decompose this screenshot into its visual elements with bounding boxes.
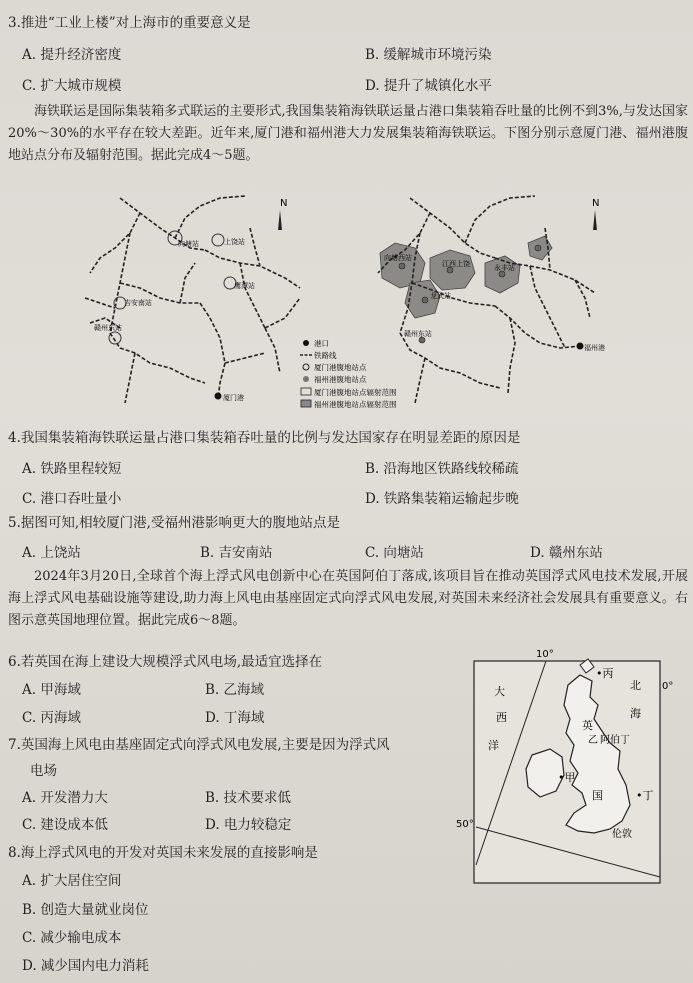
map-fuzhou-hinterland bbox=[370, 188, 610, 420]
q4-option-c: C. 港口吞吐量小 bbox=[22, 491, 122, 507]
q8-option-d: D. 减少国内电力消耗 bbox=[22, 958, 149, 974]
q3-option-c: C. 扩大城市规模 bbox=[22, 78, 122, 94]
q5-stem: 5.据图可知,相较厦门港,受福州港影响更大的腹地站点是 bbox=[8, 515, 340, 531]
q3-option-b: B. 缓解城市环境污染 bbox=[365, 47, 492, 63]
map1-station-5: 厦门港 bbox=[223, 394, 244, 402]
uk-location-map bbox=[456, 645, 690, 890]
port-icon bbox=[577, 343, 584, 350]
legend-fz-range-icon bbox=[301, 400, 311, 407]
map2-station-5: 福州港 bbox=[584, 344, 605, 352]
north-arrow-icon bbox=[278, 210, 282, 230]
q8-option-b: B. 创造大量就业岗位 bbox=[22, 902, 149, 918]
q4-option-a: A. 铁路里程较短 bbox=[22, 461, 122, 477]
q7-option-a: A. 开发潜力大 bbox=[22, 790, 108, 806]
label-bei: 北 bbox=[630, 679, 641, 692]
port-icon bbox=[215, 393, 222, 400]
label-lon10: 10° bbox=[536, 649, 554, 660]
passage-floating-wind: 2024年3月20日,全球首个海上浮式风电创新中心在英国阿伯丁落成,该项目旨在推动英国浮式风电技术发展,开展海上浮式风电基础设施等建设,助力海上风电由基座固定式向浮式风电发展,对英国未来经济社会发展具有重要意义。右图示意英国地理位置。据此完成6～8题。 bbox=[8, 569, 688, 628]
map1-station-4: 赣州东站 bbox=[94, 324, 122, 332]
map2-station-1: 江西上饶 bbox=[442, 260, 470, 268]
q7-stem-line1: 7.英国海上风电由基座固定式向浮式风电发展,主要是因为浮式风 bbox=[8, 737, 390, 753]
q8-option-a: A. 扩大居住空间 bbox=[22, 873, 122, 889]
q3-stem: 3.推进“工业上楼”对上海市的重要意义是 bbox=[8, 15, 251, 31]
map1-station-3: 吉安南站 bbox=[124, 299, 152, 307]
q8-option-c: C. 减少输电成本 bbox=[22, 930, 122, 946]
q6-stem: 6.若英国在海上建设大规模浮式风电场,最适宜选择在 bbox=[8, 654, 323, 670]
label-yi: 乙 bbox=[588, 735, 598, 746]
legend-xm-station: 厦门港腹地站点 bbox=[314, 363, 367, 372]
label-ying: 英 bbox=[582, 719, 593, 732]
legend-xm-range: 厦门港腹地站点辐射范围 bbox=[314, 388, 397, 397]
north-arrow-icon bbox=[593, 210, 597, 230]
label-ding: •丁 bbox=[636, 789, 654, 802]
map2-station-0: 向塘西站 bbox=[384, 254, 412, 262]
label-aberdeen: 阿伯丁 bbox=[600, 735, 630, 746]
map-xiamen-hinterland bbox=[80, 188, 310, 420]
q5-option-d: D. 赣州东站 bbox=[530, 545, 603, 561]
legend-fz-station-icon bbox=[303, 376, 309, 382]
label-xi: 西 bbox=[496, 711, 507, 724]
q5-option-b: B. 吉安南站 bbox=[200, 545, 273, 561]
q6-option-d: D. 丁海域 bbox=[205, 710, 265, 726]
label-lat50: 50° bbox=[456, 819, 474, 830]
q7-option-b: B. 技术要求低 bbox=[205, 790, 292, 806]
label-guo: 国 bbox=[592, 789, 603, 802]
map1-station-0: 向塘站 bbox=[178, 240, 199, 248]
map1-station-2: 鹰潭站 bbox=[234, 282, 255, 290]
q5-option-a: A. 上饶站 bbox=[22, 545, 81, 561]
passage-sea-rail: 海铁联运是国际集装箱多式联运的主要形式,我国集装箱海铁联运量占港口集装箱吞吐量的比例不到3%,与发达国家20%～30%的水平存在较大差距。近年来,厦门港和福州港大力发展集装箱海铁联运。下图分别示意厦门港、福州港腹地站点分布及辐射范围。据此完成4～5题。 bbox=[8, 104, 688, 163]
q6-option-a: A. 甲海域 bbox=[22, 682, 81, 698]
map2-station-2: 永丰站 bbox=[494, 264, 515, 272]
legend-xm-range-icon bbox=[301, 388, 311, 395]
label-lon0: 0° bbox=[662, 681, 674, 692]
q4-stem: 4.我国集装箱海铁联运量占港口集装箱吞吐量的比例与发达国家存在明显差距的原因是 bbox=[8, 430, 521, 446]
q4-option-d: D. 铁路集装箱运输起步晚 bbox=[365, 491, 519, 507]
q5-option-c: C. 向塘站 bbox=[365, 545, 424, 561]
legend-fz-range: 福州港腹地站点辐射范围 bbox=[314, 400, 397, 409]
q8-stem: 8.海上浮式风电的开发对英国未来发展的直接影响是 bbox=[8, 845, 318, 861]
label-hai: 海 bbox=[630, 707, 641, 720]
q7-option-c: C. 建设成本低 bbox=[22, 817, 108, 833]
q6-option-c: C. 丙海域 bbox=[22, 710, 81, 726]
legend-port-icon bbox=[303, 340, 309, 346]
label-london: 伦敦 bbox=[612, 829, 632, 840]
map1-north-label: N bbox=[280, 198, 288, 209]
q7-option-d: D. 电力较稳定 bbox=[205, 817, 292, 833]
legend-rail: 铁路线 bbox=[314, 351, 337, 360]
label-da: 大 bbox=[494, 685, 505, 698]
label-yang: 洋 bbox=[488, 739, 499, 752]
label-bing: •丙 bbox=[596, 667, 614, 680]
map2-station-3: 龙武站 bbox=[430, 292, 451, 300]
map2-north-label: N bbox=[592, 198, 600, 209]
legend-xm-station-icon bbox=[303, 364, 309, 370]
legend-fz-station: 福州港腹地站点 bbox=[314, 375, 367, 384]
q3-option-d: D. 提升了城镇化水平 bbox=[365, 78, 492, 94]
q6-option-b: B. 乙海域 bbox=[205, 682, 265, 698]
label-jia: •甲 bbox=[558, 771, 576, 784]
map1-station-1: 上饶站 bbox=[224, 238, 245, 246]
q4-option-b: B. 沿海地区铁路线较稀疏 bbox=[365, 461, 519, 477]
q3-option-a: A. 提升经济密度 bbox=[22, 47, 122, 63]
legend-port: 港口 bbox=[314, 339, 329, 348]
map2-station-4: 赣州东站 bbox=[404, 330, 432, 338]
q7-stem-line2: 电场 bbox=[30, 763, 57, 779]
